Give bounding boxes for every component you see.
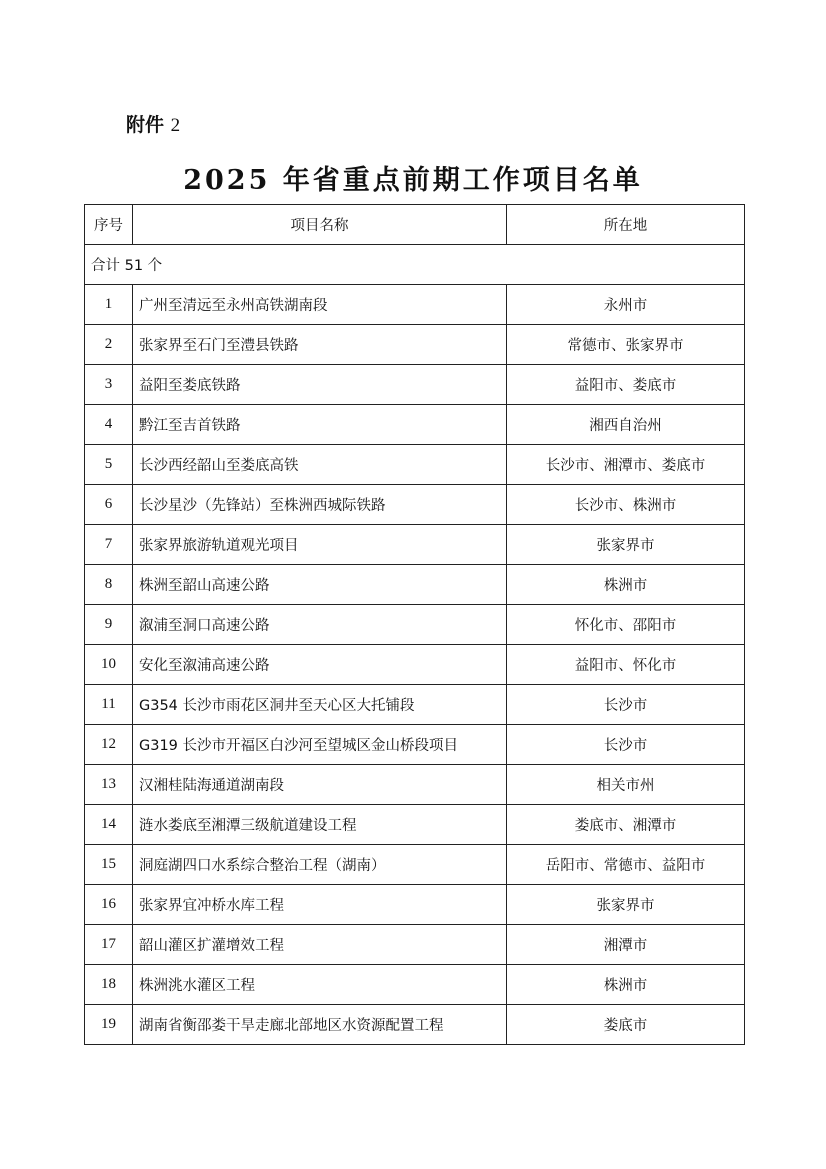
row-location: 怀化市、邵阳市 [507, 605, 745, 645]
row-project-name: 汉湘桂陆海通道湖南段 [133, 765, 507, 805]
attachment-text: 附件 [126, 114, 165, 136]
row-location: 株洲市 [507, 565, 745, 605]
row-location: 张家界市 [507, 885, 745, 925]
row-location: 永州市 [507, 285, 745, 325]
row-project-name: 长沙星沙（先锋站）至株洲西城际铁路 [133, 485, 507, 525]
row-location: 株洲市 [507, 965, 745, 1005]
row-project-name: 湖南省衡邵娄干旱走廊北部地区水资源配置工程 [133, 1005, 507, 1045]
row-serial: 12 [85, 725, 133, 765]
table-row [85, 925, 745, 965]
table-row [85, 285, 745, 325]
row-serial: 8 [85, 565, 133, 605]
attachment-label [126, 110, 180, 137]
row-project-name: 株洲洮水灌区工程 [133, 965, 507, 1005]
header-location: 所在地 [507, 205, 745, 245]
row-serial: 2 [85, 325, 133, 365]
table-row [85, 885, 745, 925]
row-location: 长沙市、湘潭市、娄底市 [507, 445, 745, 485]
row-location: 娄底市 [507, 1005, 745, 1045]
table-row [85, 565, 745, 605]
row-serial: 13 [85, 765, 133, 805]
row-serial: 6 [85, 485, 133, 525]
row-project-name: 株洲至韶山高速公路 [133, 565, 507, 605]
header-serial: 序号 [85, 205, 133, 245]
table-row [85, 325, 745, 365]
row-location: 湘潭市 [507, 925, 745, 965]
row-project-name: 张家界旅游轨道观光项目 [133, 525, 507, 565]
row-project-name: 张家界至石门至澧县铁路 [133, 325, 507, 365]
table-row [85, 845, 745, 885]
table-row [85, 445, 745, 485]
row-serial: 7 [85, 525, 133, 565]
row-serial: 17 [85, 925, 133, 965]
project-table [84, 204, 745, 1045]
row-serial: 9 [85, 605, 133, 645]
row-location: 长沙市、株洲市 [507, 485, 745, 525]
row-location: 益阳市、娄底市 [507, 365, 745, 405]
row-location: 湘西自治州 [507, 405, 745, 445]
table-row [85, 525, 745, 565]
table-row [85, 405, 745, 445]
row-location: 娄底市、湘潭市 [507, 805, 745, 845]
table-row [85, 485, 745, 525]
row-serial: 4 [85, 405, 133, 445]
row-project-name: 韶山灌区扩灌增效工程 [133, 925, 507, 965]
header-project-name: 项目名称 [133, 205, 507, 245]
row-project-name: 长沙西经韶山至娄底高铁 [133, 445, 507, 485]
row-project-name: 溆浦至洞口高速公路 [133, 605, 507, 645]
row-location: 长沙市 [507, 685, 745, 725]
row-project-name: 洞庭湖四口水系综合整治工程（湖南） [133, 845, 507, 885]
row-location: 益阳市、怀化市 [507, 645, 745, 685]
row-location: 长沙市 [507, 725, 745, 765]
row-location: 相关市州 [507, 765, 745, 805]
row-location: 常德市、张家界市 [507, 325, 745, 365]
table-row [85, 605, 745, 645]
row-serial: 19 [85, 1005, 133, 1045]
row-project-name: G319 长沙市开福区白沙河至望城区金山桥段项目 [133, 725, 507, 765]
row-serial: 3 [85, 365, 133, 405]
row-project-name: 安化至溆浦高速公路 [133, 645, 507, 685]
table-row [85, 685, 745, 725]
row-serial: 15 [85, 845, 133, 885]
row-project-name: 黔江至吉首铁路 [133, 405, 507, 445]
table-row [85, 1005, 745, 1045]
row-serial: 10 [85, 645, 133, 685]
row-project-name: 张家界宜冲桥水库工程 [133, 885, 507, 925]
table-row [85, 645, 745, 685]
table-row [85, 765, 745, 805]
row-project-name: 广州至清远至永州高铁湖南段 [133, 285, 507, 325]
row-project-name: G354 长沙市雨花区洞井至天心区大托铺段 [133, 685, 507, 725]
attachment-number: 2 [170, 115, 181, 136]
page-title: 2025 年省重点前期工作项目名单 [183, 165, 643, 196]
row-serial: 16 [85, 885, 133, 925]
row-project-name: 益阳至娄底铁路 [133, 365, 507, 405]
table-row [85, 965, 745, 1005]
row-serial: 5 [85, 445, 133, 485]
row-serial: 18 [85, 965, 133, 1005]
row-serial: 11 [85, 685, 133, 725]
table-row [85, 365, 745, 405]
table-row [85, 805, 745, 845]
row-serial: 1 [85, 285, 133, 325]
row-location: 张家界市 [507, 525, 745, 565]
row-location: 岳阳市、常德市、益阳市 [507, 845, 745, 885]
row-serial: 14 [85, 805, 133, 845]
row-project-name: 涟水娄底至湘潭三级航道建设工程 [133, 805, 507, 845]
table-row [85, 725, 745, 765]
table-header-row [85, 205, 745, 245]
total-row [85, 245, 745, 285]
total-count: 合计 51 个 [85, 245, 745, 285]
